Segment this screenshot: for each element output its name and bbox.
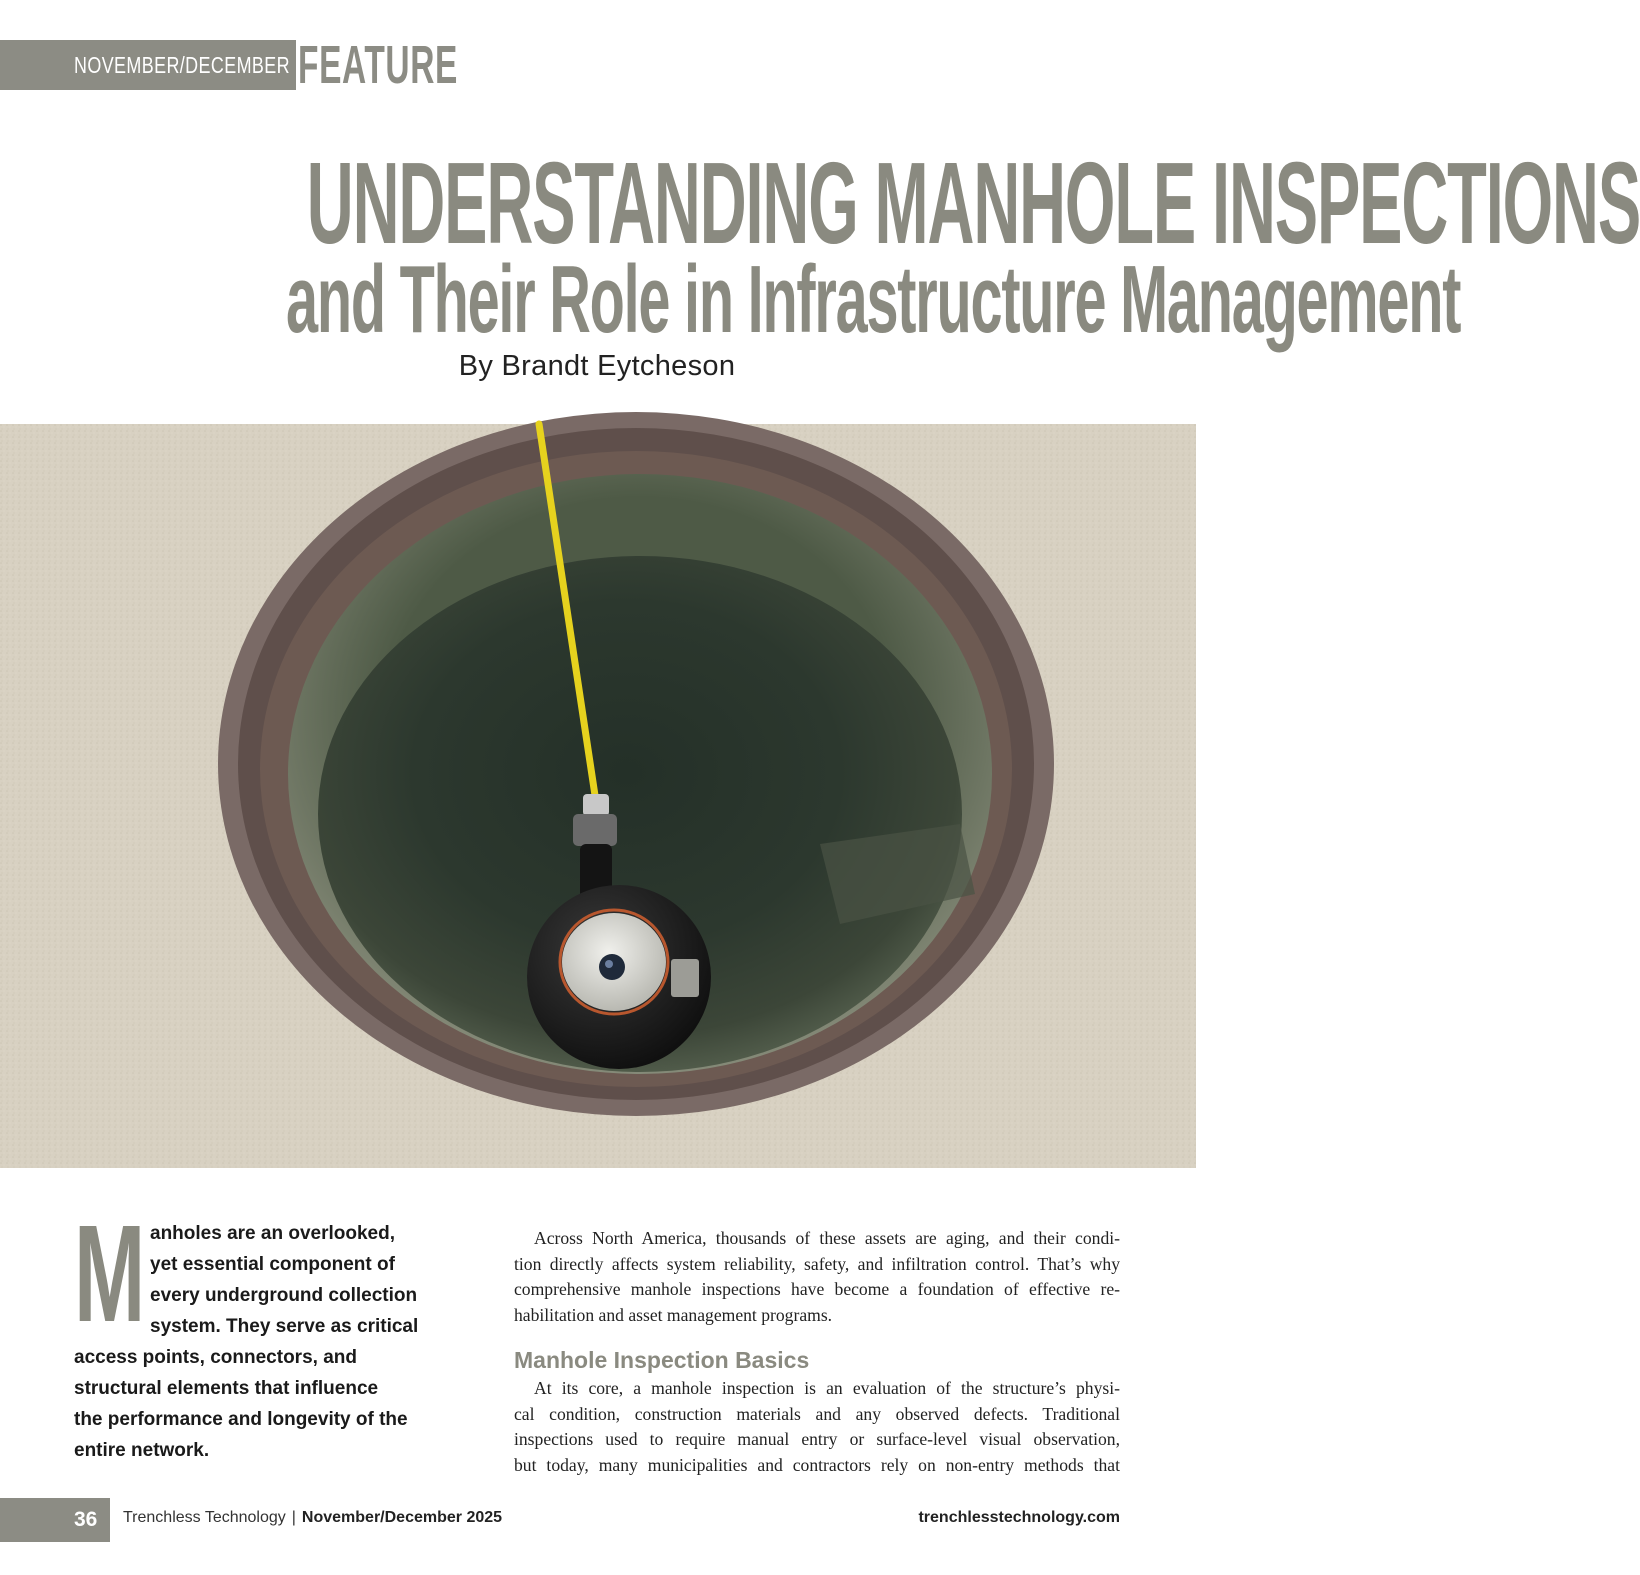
issue-date: November/December 2025 (301, 1509, 503, 1526)
footer-website: trenchlesstechnology.com (918, 1509, 1120, 1526)
lede-line: access points, connectors, and (74, 1347, 357, 1368)
feature-tag (296, 35, 458, 95)
body-line: cal condition, construction materials and any observed defects. Traditional (514, 1403, 1120, 1424)
footer-publication (123, 1509, 502, 1527)
body-paragraph-1 (514, 1226, 1120, 1329)
lede-paragraph (74, 1197, 454, 1466)
section-heading: Manhole Inspection Basics (514, 1347, 810, 1373)
issue-label: NOVEMBER/DECEMBER (74, 51, 290, 78)
body-line: but today, many municipalities and contractors rely on non-entry methods that (514, 1455, 1120, 1476)
article-title: UNDERSTANDING MANHOLE INSPECTIONS (306, 138, 1640, 268)
section-header-band (0, 35, 458, 95)
drop-cap: M (74, 1197, 146, 1351)
lede-line: yet essential component of (150, 1254, 395, 1275)
body-line: habilitation and asset management programs. (514, 1305, 833, 1326)
article-subtitle: and Their Role in Infrastructure Management (286, 246, 1461, 353)
body-line: Across North America, thousands of these assets are aging, and their condi- (534, 1228, 1120, 1248)
footer-separator: | (291, 1509, 296, 1526)
publication-name: Trenchless Technology (123, 1509, 286, 1526)
lede-line: entire network. (74, 1440, 210, 1461)
body-line: At its core, a manhole inspection is an evaluation of the structure’s physi- (534, 1378, 1120, 1398)
lede-line: the performance and longevity of the (74, 1409, 408, 1430)
manhole-inspection-photo (0, 424, 1196, 1168)
byline: By Brandt Eytcheson (458, 350, 736, 382)
lede-line: anholes are an overlooked, (150, 1223, 395, 1244)
lede-line: system. They serve as critical (150, 1316, 419, 1337)
body-line: tion directly affects system reliability, safety, and infiltration control. That’s why (514, 1253, 1120, 1274)
lede-line: structural elements that influence (74, 1378, 379, 1399)
lede-line: every underground collection (150, 1285, 418, 1306)
page-number: 36 (74, 1508, 98, 1531)
feature-label: FEATURE (298, 35, 458, 95)
page-number-box (0, 1498, 110, 1542)
body-line: inspections used to require manual entry or surface-level visual observation, (514, 1429, 1120, 1450)
body-paragraph-2 (514, 1376, 1120, 1479)
body-line: comprehensive manhole inspections have become a foundation of effective re- (514, 1279, 1120, 1300)
